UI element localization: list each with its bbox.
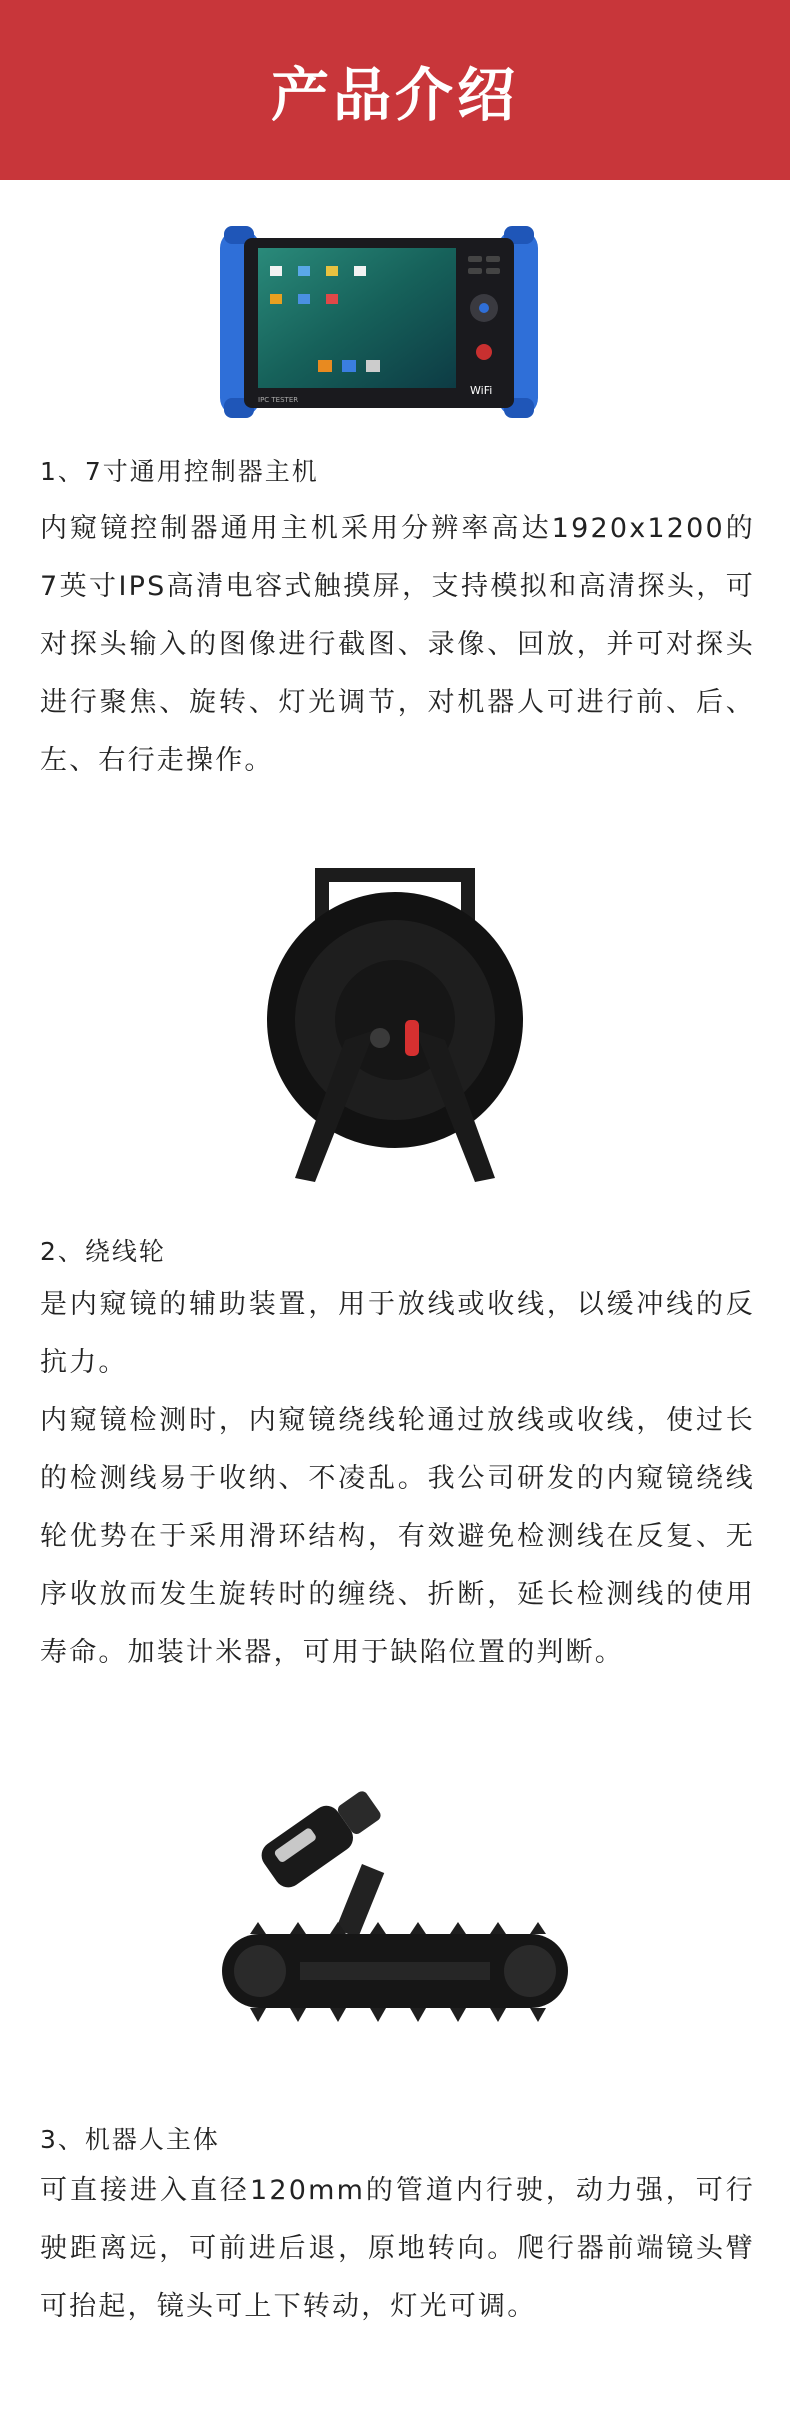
section-title-controller: 1、7寸通用控制器主机 bbox=[40, 457, 319, 486]
section-title-reel: 2、绕线轮 bbox=[40, 1237, 166, 1266]
controller-device-image bbox=[218, 222, 540, 422]
cable-reel-icon bbox=[255, 860, 535, 1190]
section-paragraph-controller: 内窥镜控制器通用主机采用分辨率高达1920x1200的7英寸IPS高清电容式触摸屏，支持模拟和高清探头，可对探头输入的图像进行截图、录像、回放，并可对探头进行聚焦、旋转、灯光调节，对机器人可进行前、后、左、右行走操作。 bbox=[40, 513, 755, 776]
section-title-robot: 3、机器人主体 bbox=[40, 2125, 220, 2154]
controller-device-icon bbox=[218, 222, 540, 422]
section-paragraph-reel-1: 是内窥镜的辅助装置，用于放线或收线，以缓冲线的反抗力。 bbox=[40, 1289, 755, 1378]
cable-reel-image bbox=[255, 860, 535, 1190]
section-paragraph-reel-2: 内窥镜检测时，内窥镜绕线轮通过放线或收线，使过长的检测线易于收纳、不凌乱。我公司研发的内窥镜绕线轮优势在于采用滑环结构，有效避免检测线在反复、无序收放而发生旋转时的缠绕、折断，延长检测线的使用寿命。加装计米器，可用于缺陷位置的判断。 bbox=[40, 1405, 755, 1668]
crawler-robot-icon bbox=[210, 1786, 580, 2036]
section-paragraph-robot: 可直接进入直径120mm的管道内行驶，动力强，可行驶距离远，可前进后退，原地转向。爬行器前端镜头臂可抬起，镜头可上下转动，灯光可调。 bbox=[40, 2175, 755, 2322]
header-banner bbox=[0, 0, 790, 180]
device-brand-label: IPC TESTER bbox=[258, 396, 299, 404]
device-wifi-label: WiFi bbox=[470, 384, 493, 397]
page-title: 产品介绍 bbox=[270, 61, 519, 129]
crawler-robot-image bbox=[210, 1786, 580, 2036]
